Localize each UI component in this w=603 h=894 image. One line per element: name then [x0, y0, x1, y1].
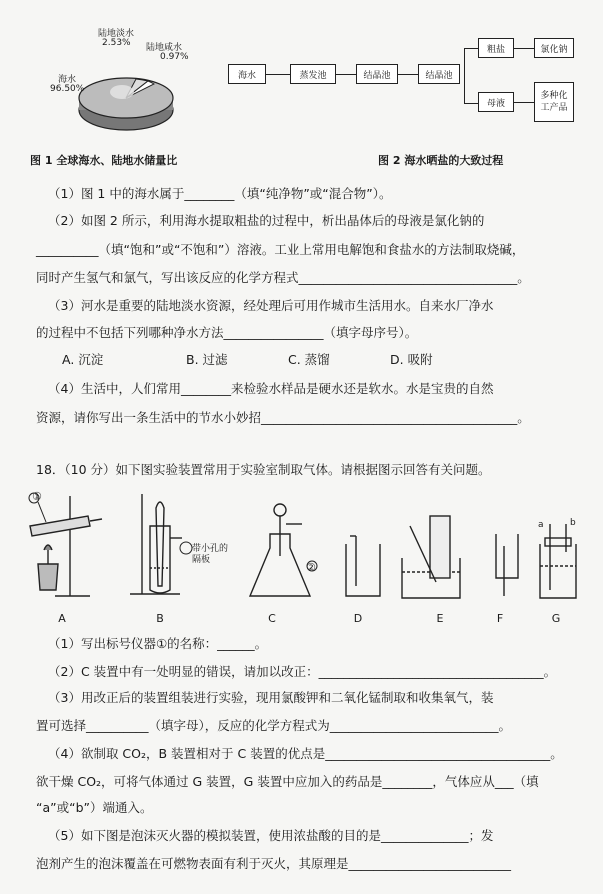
- q17-option-b: B. 过滤: [186, 352, 228, 367]
- label-d: D: [353, 612, 363, 625]
- q18-line-3: （3）用改正后的装置组装进行实验，现用氯酸钾和二氧化锰制取和收集氧气，装: [48, 690, 494, 705]
- label-e: E: [436, 612, 444, 625]
- fig2-arrow-2: [336, 74, 356, 75]
- apparatus-d: [346, 536, 380, 596]
- q18-line-7: “a”或“b”）端通入。: [36, 800, 153, 815]
- fig2-box-crude-salt: 粗盐: [478, 38, 514, 58]
- label-a: A: [58, 612, 66, 625]
- fig2-arrow-1: [266, 74, 290, 75]
- apparatus-e: [402, 516, 460, 598]
- q18-line-5: （4）欲制取 CO₂，B 装置相对于 C 装置的优点是____________________________________。: [48, 746, 563, 761]
- apparatus-a: [29, 493, 102, 596]
- q18-line-6: 欲干燥 CO₂，可将气体通过 G 装置，G 装置中应加入的药品是________，气体应从___（填: [36, 774, 539, 789]
- apparatus-g: [540, 524, 576, 598]
- q17-option-a: A. 沉淀: [62, 352, 104, 367]
- fig2-box-nacl: 氯化钠: [534, 38, 574, 58]
- figure2-caption: 图 2 海水晒盐的大致过程: [378, 154, 504, 167]
- plate-note: 带小孔的隔板: [192, 544, 229, 565]
- q17-line-3: __________（填“饱和”或“不饱和”）溶液。工业上常用电解饱和食盐水的方法制取烧碱，: [36, 242, 525, 257]
- fig2-arrow-4: [514, 48, 534, 49]
- fig2-box-crystallize: 结晶池: [418, 64, 460, 84]
- q17-line-2: （2）如图 2 所示，利用海水提取粗盐的过程中，析出晶体后的母液是氯化钠的: [48, 213, 485, 228]
- q17-line-1: （1）图 1 中的海水属于________（填“纯净物”或“混合物”）。: [48, 186, 392, 201]
- fig1-glacier-pct: 2.53%: [102, 38, 131, 48]
- port-b-label: b: [570, 518, 576, 528]
- fig2-box-chemicals: 多种化工产品: [534, 82, 574, 122]
- q17-line-5: （3）河水是重要的陆地淡水资源，经处理后可用作城市生活用水。自来水厂净水: [48, 298, 494, 313]
- fig2-branch-line: [464, 48, 479, 104]
- label-c: C: [268, 612, 276, 625]
- fig1-salt-label: 陆地咸水: [146, 43, 183, 53]
- fig2-arrow-5: [514, 102, 534, 103]
- apparatus-b: [130, 494, 192, 594]
- fig1-salt-pct: 0.97%: [160, 52, 189, 62]
- fig2-box-mother-liquor: 母液: [478, 92, 514, 112]
- apparatus-f: [496, 534, 518, 596]
- q18-line-9: 泡剂产生的泡沫覆盖在可燃物表面有利于灭火，其原理是__________________________: [36, 856, 512, 871]
- fig2-arrow-3: [398, 74, 418, 75]
- q18-line-4: 置可选择__________（填字母），反应的化学方程式为___________________________。: [36, 718, 512, 733]
- q17-line-4: 同时产生氢气和氯气，写出该反应的化学方程式___________________________________。: [36, 270, 530, 285]
- fig2-box-evaporation: 蒸发池: [290, 64, 336, 84]
- label-g: G: [551, 612, 561, 625]
- label-f: F: [496, 612, 504, 625]
- marker-1: ①: [32, 490, 42, 503]
- fig2-box-seawater: 海水: [228, 64, 266, 84]
- apparatus-graphic: [10, 486, 595, 616]
- q17-line-8: （4）生活中，人们常用________来检验水样品是硬水还是软水。水是宝贵的自然: [48, 381, 494, 396]
- fig2-box-crystal: 结晶池: [356, 64, 398, 84]
- marker-2: ②: [306, 561, 316, 574]
- figure1-caption: 图 1 全球海水、陆地水储量比: [30, 154, 178, 167]
- fig1-glacier-label: 陆地淡水: [98, 29, 135, 39]
- label-b: B: [156, 612, 164, 625]
- apparatus-c: [250, 504, 317, 596]
- q17-line-9: 资源，请你写出一条生活中的节水小妙招_________________________________________。: [36, 410, 530, 425]
- fig1-sea-label: 海水: [58, 75, 77, 85]
- q18-line-1: （1）写出标号仪器①的名称：______。: [48, 636, 268, 651]
- q18-line-8: （5）如下图是泡沫灭火器的模拟装置，使用浓盐酸的目的是______________；发: [48, 828, 494, 843]
- q17-option-c: C. 蒸馏: [288, 352, 330, 367]
- q18-title: 18．（10 分）如下图实验装置常用于实验室制取气体。请根据图示回答有关问题。: [36, 462, 491, 477]
- q17-option-d: D. 吸附: [390, 352, 433, 367]
- q17-line-6: 的过程中不包括下列哪种净水方法________________（填字母序号）。: [36, 325, 418, 340]
- q18-line-2: （2）C 装置中有一处明显的错误，请加以改正：____________________________________。: [48, 664, 557, 679]
- fig1-sea-pct: 96.50%: [50, 84, 85, 94]
- apparatus-figure: [10, 486, 595, 616]
- port-a-label: a: [538, 520, 544, 530]
